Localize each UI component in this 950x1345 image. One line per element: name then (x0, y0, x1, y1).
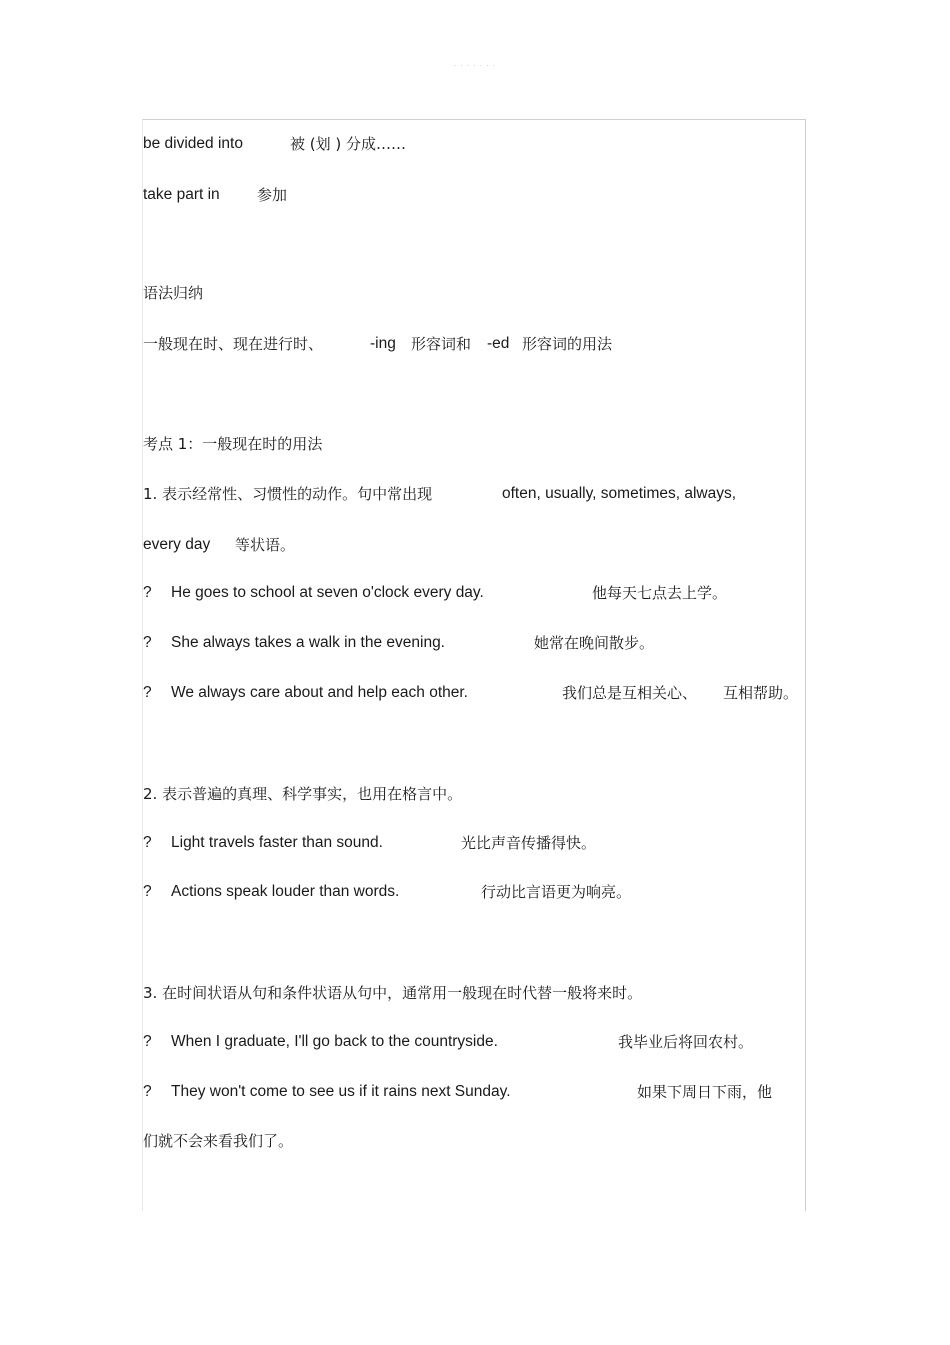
example-en: They won't come to see us if it rains next Sunday. (171, 1083, 511, 1100)
vocab-en-1: be divided into (143, 135, 243, 152)
topic-part-1: 一般现在时、现在进行时、 (143, 335, 324, 353)
example-zh: 我毕业后将回农村。 (618, 1033, 754, 1051)
rule1-text-zh: 1. 表示经常性、习惯性的动作。句中常出现 (143, 485, 433, 503)
example-zh: 她常在晚间散步。 (534, 634, 655, 652)
example-bullet: ? (143, 1083, 152, 1100)
rule3-text: 3. 在时间状语从句和条件状语从句中，通常用一般现在时代替一般将来时。 (143, 984, 643, 1002)
example-en: Light travels faster than sound. (171, 834, 383, 851)
point1-title: 考点 1：一般现在时的用法 (143, 435, 323, 453)
topic-part-5: 形容词的用法 (522, 335, 613, 353)
vocab-zh-1: 被 (划 ) 分成…… (290, 135, 407, 153)
example-zh: 行动比言语更为响亮。 (481, 883, 632, 901)
rule1-cont-en: every day (143, 536, 211, 553)
rule1-text-en: often, usually, sometimes, always, (502, 485, 737, 502)
example-en: He goes to school at seven o'clock every day. (171, 584, 484, 601)
example-zh: 光比声音传播得快。 (461, 834, 597, 852)
rule1-cont-zh: 等状语。 (235, 536, 296, 554)
page-header-dots: · · · · · · · (454, 62, 496, 70)
example-zh: 我们总是互相关心、 (562, 684, 698, 702)
vocab-en-2: take part in (143, 186, 220, 203)
example-bullet: ? (143, 1033, 152, 1050)
example-bullet: ? (143, 684, 152, 701)
grammar-heading: 语法归纳 (143, 284, 204, 302)
example-en: We always care about and help each other. (171, 684, 468, 701)
example-zh-continued: 们就不会来看我们了。 (143, 1132, 294, 1150)
example-bullet: ? (143, 883, 152, 900)
example-bullet: ? (143, 634, 152, 651)
topic-part-2: -ing (370, 335, 396, 352)
example-zh-2: 互相帮助。 (723, 684, 799, 702)
topic-part-3: 形容词和 (411, 335, 472, 353)
example-zh: 如果下周日下雨，他 (637, 1083, 773, 1101)
example-zh: 他每天七点去上学。 (592, 584, 728, 602)
example-bullet: ? (143, 834, 152, 851)
example-en: Actions speak louder than words. (171, 883, 400, 900)
rule2-text: 2. 表示普遍的真理、科学事实，也用在格言中。 (143, 785, 463, 803)
example-en: She always takes a walk in the evening. (171, 634, 445, 651)
example-bullet: ? (143, 584, 152, 601)
topic-part-4: -ed (487, 335, 510, 352)
vocab-zh-2: 参加 (257, 186, 288, 204)
example-en: When I graduate, I'll go back to the countryside. (171, 1033, 498, 1050)
